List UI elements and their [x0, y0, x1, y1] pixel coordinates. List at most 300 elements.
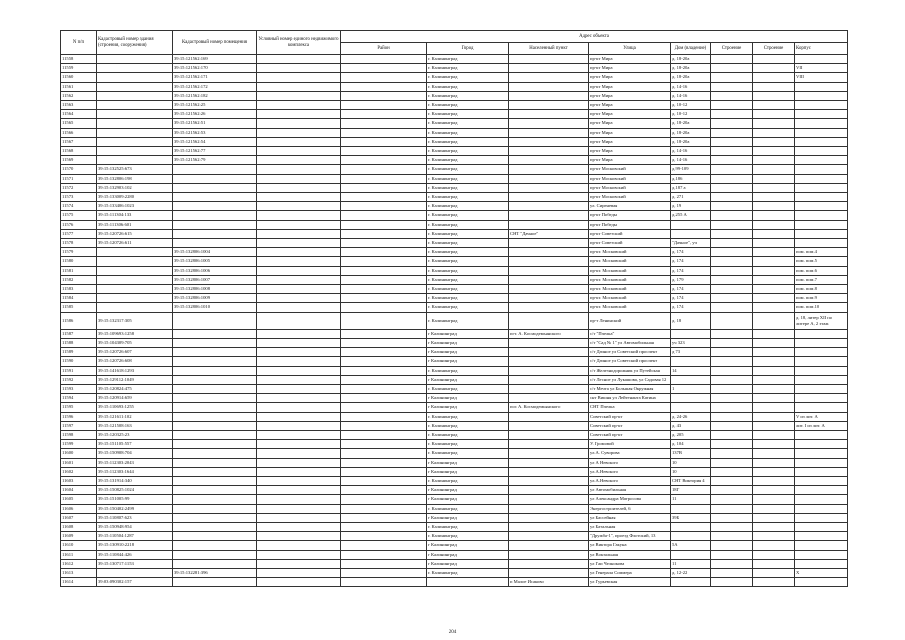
cell-building — [753, 412, 795, 421]
cell-city: г. Калининград — [427, 366, 509, 375]
cell-house: д. 10-12 — [671, 101, 711, 110]
cell-district — [341, 91, 427, 100]
cell-conditional-number — [257, 110, 341, 119]
cell-house: 10 — [671, 458, 711, 467]
cell-cadastral-building — [97, 55, 173, 64]
cell-block — [795, 366, 848, 375]
cell-block: V из лит. А — [795, 412, 848, 421]
cell-conditional-number — [257, 128, 341, 137]
cell-house — [671, 532, 711, 541]
cell-house: 10 — [671, 467, 711, 476]
cell-conditional-number — [257, 486, 341, 495]
cell-cadastral-building — [97, 568, 173, 577]
cell-street: с/т Мечта ул Большая Окружная — [589, 384, 671, 393]
table-row — [61, 285, 848, 294]
cell-settlement — [509, 147, 589, 156]
cell-street: пр-кт Советский — [589, 229, 671, 238]
cell-cadastral-room — [173, 541, 257, 550]
cell-conditional-number — [257, 202, 341, 211]
cell-num: 11577 — [61, 229, 97, 238]
cell-street: пр-кт Мира — [589, 147, 671, 156]
cell-structure — [711, 504, 753, 513]
cell-building — [753, 73, 795, 82]
cell-structure — [711, 532, 753, 541]
cell-structure — [711, 357, 753, 366]
cell-city: г. Калининград — [427, 266, 509, 275]
cell-cadastral-building — [97, 101, 173, 110]
cell-settlement — [509, 64, 589, 73]
cell-block: пом. пом.7 — [795, 275, 848, 284]
cell-city: г Калининград — [427, 467, 509, 476]
cell-settlement — [509, 165, 589, 174]
cell-house: д. 174 — [671, 285, 711, 294]
cell-district — [341, 430, 427, 439]
cell-num: 11606 — [61, 504, 97, 513]
cell-house: д. 271 — [671, 193, 711, 202]
cell-num: 11561 — [61, 82, 97, 91]
cell-num: 11603 — [61, 476, 97, 485]
table-row — [61, 375, 848, 384]
table-row — [61, 128, 848, 137]
cell-district — [341, 357, 427, 366]
cell-district — [341, 449, 427, 458]
cell-city: г. Калининград — [427, 220, 509, 229]
cell-settlement — [509, 257, 589, 266]
cell-building — [753, 578, 795, 587]
cell-settlement — [509, 467, 589, 476]
cell-block — [795, 476, 848, 485]
cell-district — [341, 275, 427, 284]
table-row — [61, 266, 848, 275]
cell-structure — [711, 220, 753, 229]
cell-structure — [711, 257, 753, 266]
cell-building — [753, 174, 795, 183]
cell-house — [671, 550, 711, 559]
cell-city: г Калининград — [427, 375, 509, 384]
cell-block — [795, 467, 848, 476]
cell-structure — [711, 147, 753, 156]
header-settlement: Населенный пункт — [509, 43, 589, 55]
cell-cadastral-building: 39:15:132903:102 — [97, 183, 173, 192]
cell-street: пр-кт. Московский — [589, 285, 671, 294]
header-cadastral-building: Кадастровый номер здания (строения, сооружения) — [97, 31, 173, 55]
table-row — [61, 384, 848, 393]
cell-conditional-number — [257, 64, 341, 73]
cell-cadastral-building — [97, 294, 173, 303]
cell-street: пр-кт Мира — [589, 137, 671, 146]
cell-structure — [711, 266, 753, 275]
cell-block — [795, 430, 848, 439]
cell-street: ул Вокзальная — [589, 550, 671, 559]
header-city: Город — [427, 43, 509, 55]
cell-street: пр-кт Мира — [589, 91, 671, 100]
cell-conditional-number — [257, 220, 341, 229]
table-row — [61, 348, 848, 357]
cell-conditional-number — [257, 458, 341, 467]
cell-house: 14 — [671, 366, 711, 375]
cell-city: г. Калининград — [427, 449, 509, 458]
cell-city: г. Калининград — [427, 64, 509, 73]
cell-district — [341, 440, 427, 449]
cell-street: с/т Дачное ул Советский проспект — [589, 357, 671, 366]
cell-num: 11568 — [61, 147, 97, 156]
cell-street: Советский пр-кт — [589, 430, 671, 439]
cell-block — [795, 101, 848, 110]
cell-building — [753, 421, 795, 430]
table-row — [61, 220, 848, 229]
cell-structure — [711, 348, 753, 357]
cell-building — [753, 495, 795, 504]
cell-street: пр-кт Мира — [589, 156, 671, 165]
cell-cadastral-room: 39:15:121562:171 — [173, 73, 257, 82]
cell-block — [795, 211, 848, 220]
cell-num: 11598 — [61, 430, 97, 439]
cell-cadastral-building: 39:15:110844:426 — [97, 550, 173, 559]
cell-cadastral-room — [173, 476, 257, 485]
table-row — [61, 110, 848, 119]
cell-street: "Дружба-1", проезд Флотский, 13 — [589, 532, 671, 541]
cell-conditional-number — [257, 211, 341, 220]
cell-city: г. Калининград — [427, 119, 509, 128]
cell-conditional-number — [257, 412, 341, 421]
cell-cadastral-room: 39:15:121562:53 — [173, 128, 257, 137]
cell-settlement — [509, 559, 589, 568]
cell-building — [753, 82, 795, 91]
cell-street: ул Александра Матросова — [589, 495, 671, 504]
table-row — [61, 421, 848, 430]
cell-district — [341, 522, 427, 531]
cell-city — [427, 578, 509, 587]
cell-building — [753, 449, 795, 458]
cell-settlement — [509, 550, 589, 559]
cell-num: 11596 — [61, 412, 97, 421]
cell-city: г. Калининград — [427, 248, 509, 257]
cell-city: г. Калининград — [427, 73, 509, 82]
cell-num: 11586 — [61, 312, 97, 329]
cell-street: Советский пр-кт — [589, 412, 671, 421]
cell-district — [341, 174, 427, 183]
table-row — [61, 403, 848, 412]
cell-cadastral-room: 39:15:121562:170 — [173, 64, 257, 73]
cell-structure — [711, 165, 753, 174]
header-district: Район — [341, 43, 427, 55]
cell-street: ул А Невского — [589, 458, 671, 467]
cell-settlement — [509, 303, 589, 312]
cell-num: 11584 — [61, 294, 97, 303]
cell-district — [341, 476, 427, 485]
cell-cadastral-room — [173, 312, 257, 329]
cell-block: д. 18, литер XII по литере А, 2 этаж — [795, 312, 848, 329]
cell-district — [341, 541, 427, 550]
cell-street: пр-кт Московский — [589, 183, 671, 192]
cell-structure — [711, 128, 753, 137]
cell-structure — [711, 156, 753, 165]
cell-street: пр-т Ленинский — [589, 312, 671, 329]
table-row — [61, 64, 848, 73]
cell-cadastral-building: 39:15:120726:608 — [97, 357, 173, 366]
cell-building — [753, 329, 795, 338]
cell-house — [671, 229, 711, 238]
cell-street: пр-кт Московский — [589, 165, 671, 174]
cell-city: г. Калининград — [427, 303, 509, 312]
table-row — [61, 303, 848, 312]
cell-city: г. Калининград — [427, 522, 509, 531]
cell-cadastral-building: 39:15:120726:607 — [97, 348, 173, 357]
cell-city: г Калининград — [427, 559, 509, 568]
cell-settlement — [509, 449, 589, 458]
cell-building — [753, 275, 795, 284]
cell-district — [341, 578, 427, 587]
cell-building — [753, 211, 795, 220]
cell-street: с/т "Пчелка" — [589, 329, 671, 338]
cell-district — [341, 193, 427, 202]
cell-structure — [711, 202, 753, 211]
cell-block — [795, 522, 848, 531]
cell-block — [795, 532, 848, 541]
table-row — [61, 532, 848, 541]
cell-city: г. Калининград — [427, 504, 509, 513]
cell-block — [795, 338, 848, 347]
cell-building — [753, 486, 795, 495]
cell-structure — [711, 430, 753, 439]
cell-block — [795, 119, 848, 128]
cell-city: г Калининград — [427, 329, 509, 338]
cell-cadastral-building: 39:15:109693:1258 — [97, 329, 173, 338]
cell-conditional-number — [257, 550, 341, 559]
table-row — [61, 476, 848, 485]
cell-num: 11600 — [61, 449, 97, 458]
cell-city: г. Калининград — [427, 229, 509, 238]
cell-cadastral-room: 39:15:121562:25 — [173, 101, 257, 110]
cell-building — [753, 504, 795, 513]
cell-house: 11 — [671, 495, 711, 504]
header-house: Дом (владение) — [671, 43, 711, 55]
cell-block: пом. пом.5 — [795, 257, 848, 266]
cell-cadastral-building — [97, 82, 173, 91]
cell-cadastral-room: 39:15:121562:169 — [173, 55, 257, 64]
cell-house: д. 14-16 — [671, 156, 711, 165]
cell-cadastral-room — [173, 412, 257, 421]
cell-block — [795, 220, 848, 229]
cell-num: 11612 — [61, 559, 97, 568]
cell-structure — [711, 64, 753, 73]
cell-house: СНТ Виктория 4 — [671, 476, 711, 485]
cell-conditional-number — [257, 440, 341, 449]
cell-house: д. 18-20а — [671, 64, 711, 73]
cell-num: 11560 — [61, 73, 97, 82]
cell-house: д 73 — [671, 348, 711, 357]
cell-num: 11559 — [61, 64, 97, 73]
cell-city: г. Калининград — [427, 165, 509, 174]
cell-num: 11585 — [61, 303, 97, 312]
cell-settlement — [509, 73, 589, 82]
cell-conditional-number — [257, 476, 341, 485]
cell-city: г. Калининград — [427, 202, 509, 211]
cell-street: ул Виктора Гакуна — [589, 541, 671, 550]
cell-district — [341, 550, 427, 559]
cell-block — [795, 440, 848, 449]
cell-conditional-number — [257, 137, 341, 146]
cell-cadastral-room: 39:15:132806:1005 — [173, 257, 257, 266]
cell-conditional-number — [257, 394, 341, 403]
cell-cadastral-room — [173, 174, 257, 183]
table-row — [61, 513, 848, 522]
cell-house — [671, 504, 711, 513]
cell-conditional-number — [257, 522, 341, 531]
cell-num: 11565 — [61, 119, 97, 128]
cell-structure — [711, 248, 753, 257]
table-row — [61, 449, 848, 458]
cell-house: 11 — [671, 559, 711, 568]
header-conditional-number: Условный номер единого недвижимого комплекса — [257, 31, 341, 55]
cell-city: г. Калининград — [427, 294, 509, 303]
cell-district — [341, 211, 427, 220]
table-row — [61, 257, 848, 266]
cell-house: д.99-109 — [671, 165, 711, 174]
cell-district — [341, 412, 427, 421]
cell-settlement — [509, 137, 589, 146]
cell-structure — [711, 239, 753, 248]
cell-settlement — [509, 384, 589, 393]
table-row — [61, 559, 848, 568]
cell-district — [341, 110, 427, 119]
cell-house — [671, 220, 711, 229]
cell-cadastral-room: 39:15:121562:26 — [173, 110, 257, 119]
header-address: Адрес объекта — [341, 31, 848, 43]
cell-house: д. 179 — [671, 275, 711, 284]
table-row — [61, 193, 848, 202]
cell-conditional-number — [257, 532, 341, 541]
cell-street: ул.А.Невского — [589, 476, 671, 485]
cell-house — [671, 578, 711, 587]
cell-street: ул.А.Невского — [589, 467, 671, 476]
cell-street: пр-кт Мира — [589, 64, 671, 73]
cell-house: д. 10-12 — [671, 110, 711, 119]
cell-street: пр-кт Мира — [589, 128, 671, 137]
cell-cadastral-room: 39:15:132806:1010 — [173, 303, 257, 312]
cell-cadastral-building: 39:15:104309:705 — [97, 338, 173, 347]
cell-city: г. Калининград — [427, 110, 509, 119]
cell-cadastral-building — [97, 147, 173, 156]
cell-house: д.186 — [671, 174, 711, 183]
cell-street: снт Вишня ул Лейтенанта Катина — [589, 394, 671, 403]
cell-structure — [711, 559, 753, 568]
cell-district — [341, 421, 427, 430]
cell-building — [753, 110, 795, 119]
cell-street: пр-кт Мира — [589, 82, 671, 91]
cell-building — [753, 375, 795, 384]
table-row — [61, 357, 848, 366]
cell-num: 11592 — [61, 375, 97, 384]
cell-num: 11587 — [61, 329, 97, 338]
cell-conditional-number — [257, 165, 341, 174]
cell-cadastral-room — [173, 348, 257, 357]
cell-city: г. Калининград — [427, 82, 509, 91]
cell-building — [753, 229, 795, 238]
cell-house: 5А — [671, 541, 711, 550]
cell-building — [753, 257, 795, 266]
cell-city: г Калининград — [427, 541, 509, 550]
cell-settlement — [509, 568, 589, 577]
cell-cadastral-building — [97, 257, 173, 266]
cell-cadastral-building — [97, 266, 173, 275]
cell-cadastral-building: 39:15:133009:2280 — [97, 193, 173, 202]
cell-district — [341, 394, 427, 403]
cell-building — [753, 303, 795, 312]
cell-conditional-number — [257, 375, 341, 384]
cell-district — [341, 384, 427, 393]
cell-city: г. Калининград — [427, 440, 509, 449]
cell-street: Энергостроителей, 6 — [589, 504, 671, 513]
cell-city: г. Калининград — [427, 275, 509, 284]
cell-conditional-number — [257, 147, 341, 156]
cell-house — [671, 403, 711, 412]
cell-block — [795, 348, 848, 357]
cell-num: 11574 — [61, 202, 97, 211]
cell-num: 11569 — [61, 156, 97, 165]
cell-structure — [711, 458, 753, 467]
cell-building — [753, 128, 795, 137]
cell-settlement — [509, 312, 589, 329]
table-row — [61, 156, 848, 165]
cell-street: с/т Дачное ул Советский проспект — [589, 348, 671, 357]
cell-block — [795, 550, 848, 559]
cell-city: г. Калининград — [427, 174, 509, 183]
cell-street: пр-кт Мира — [589, 110, 671, 119]
cell-num: 11610 — [61, 541, 97, 550]
cell-district — [341, 303, 427, 312]
cell-street: ул.А. Суворова — [589, 449, 671, 458]
cell-cadastral-room — [173, 513, 257, 522]
cell-city: г. Калининград — [427, 156, 509, 165]
cell-house: д. 174 — [671, 303, 711, 312]
cell-conditional-number — [257, 119, 341, 128]
cell-cadastral-room — [173, 239, 257, 248]
cell-district — [341, 82, 427, 91]
cell-num: 11573 — [61, 193, 97, 202]
cell-structure — [711, 275, 753, 284]
cell-settlement — [509, 101, 589, 110]
cell-settlement — [509, 375, 589, 384]
cell-cadastral-room — [173, 550, 257, 559]
cell-building — [753, 394, 795, 403]
cell-structure — [711, 193, 753, 202]
table-row — [61, 412, 848, 421]
cell-block — [795, 357, 848, 366]
cell-cadastral-building — [97, 64, 173, 73]
cell-cadastral-room: 39:15:121562:172 — [173, 82, 257, 91]
cell-district — [341, 257, 427, 266]
cell-conditional-number — [257, 266, 341, 275]
cell-street: пр-кт. Московский — [589, 266, 671, 275]
cell-building — [753, 220, 795, 229]
cell-building — [753, 156, 795, 165]
cell-block — [795, 147, 848, 156]
cell-street: пр-кт Мира — [589, 55, 671, 64]
cell-building — [753, 403, 795, 412]
cell-cadastral-room — [173, 165, 257, 174]
cell-cadastral-building: 39:15:120726:611 — [97, 239, 173, 248]
cell-num: 11601 — [61, 458, 97, 467]
cell-num: 11580 — [61, 257, 97, 266]
cell-structure — [711, 440, 753, 449]
cell-structure — [711, 211, 753, 220]
cell-structure — [711, 73, 753, 82]
cell-building — [753, 440, 795, 449]
cell-settlement — [509, 174, 589, 183]
cell-house: д. 12-22 — [671, 568, 711, 577]
cell-structure — [711, 101, 753, 110]
